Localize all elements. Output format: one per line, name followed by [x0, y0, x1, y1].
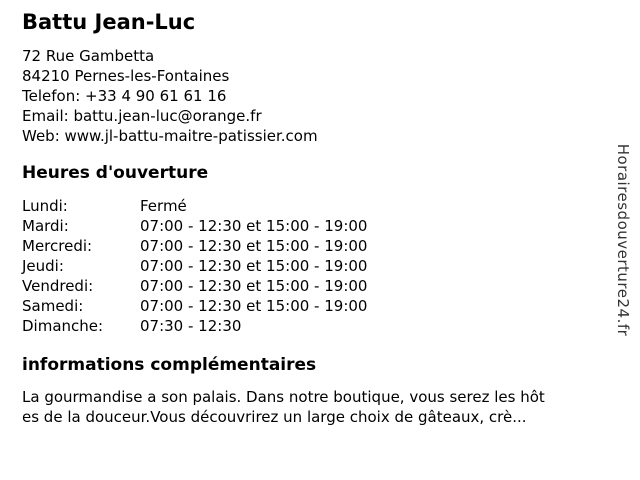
hours-row-sunday	[22, 316, 640, 336]
hours-row-monday	[22, 196, 640, 216]
hours-day-label: Mercredi:	[22, 237, 93, 255]
contact-block	[22, 46, 640, 146]
page-title: Battu Jean-Luc	[22, 10, 196, 34]
hours-day-label: Vendredi:	[22, 277, 94, 295]
hours-times: 07:00 - 12:30 et 15:00 - 19:00	[140, 237, 368, 255]
additional-info-heading: informations complémentaires	[22, 355, 317, 375]
hours-day-label: Mardi:	[22, 217, 69, 235]
hours-day-label: Samedi:	[22, 297, 84, 315]
hours-day-label: Dimanche:	[22, 317, 104, 335]
address-city: 84210 Pernes-les-Fontaines	[22, 67, 230, 85]
hours-day-label: Jeudi:	[22, 257, 64, 275]
hours-row-friday	[22, 276, 640, 296]
hours-times: 07:00 - 12:30 et 15:00 - 19:00	[140, 277, 368, 295]
hours-row-tuesday	[22, 216, 640, 236]
info-text-line: La gourmandise a son palais. Dans notre boutique, vous serez les hôt	[22, 388, 545, 406]
phone-line: Telefon: +33 4 90 61 61 16	[22, 87, 227, 105]
hours-times: 07:30 - 12:30	[140, 317, 242, 335]
hours-times: Fermé	[140, 197, 187, 215]
opening-hours-heading: Heures d'ouverture	[22, 163, 209, 183]
web-line: Web: www.jl-battu-maitre-patissier.com	[22, 127, 318, 145]
additional-info-text	[22, 387, 640, 427]
hours-times: 07:00 - 12:30 et 15:00 - 19:00	[140, 297, 368, 315]
info-text-line: es de la douceur.Vous découvrirez un large choix de gâteaux, crè...	[22, 408, 527, 426]
address-street: 72 Rue Gambetta	[22, 47, 155, 65]
hours-times: 07:00 - 12:30 et 15:00 - 19:00	[140, 217, 368, 235]
opening-hours-table	[22, 196, 640, 336]
hours-day-label: Lundi:	[22, 197, 68, 215]
hours-row-thursday	[22, 256, 640, 276]
hours-row-saturday	[22, 296, 640, 316]
hours-times: 07:00 - 12:30 et 15:00 - 19:00	[140, 257, 368, 275]
site-watermark: Horairesdouverture24.fr	[614, 143, 632, 337]
hours-row-wednesday	[22, 236, 640, 256]
email-line: Email: battu.jean-luc@orange.fr	[22, 107, 262, 125]
